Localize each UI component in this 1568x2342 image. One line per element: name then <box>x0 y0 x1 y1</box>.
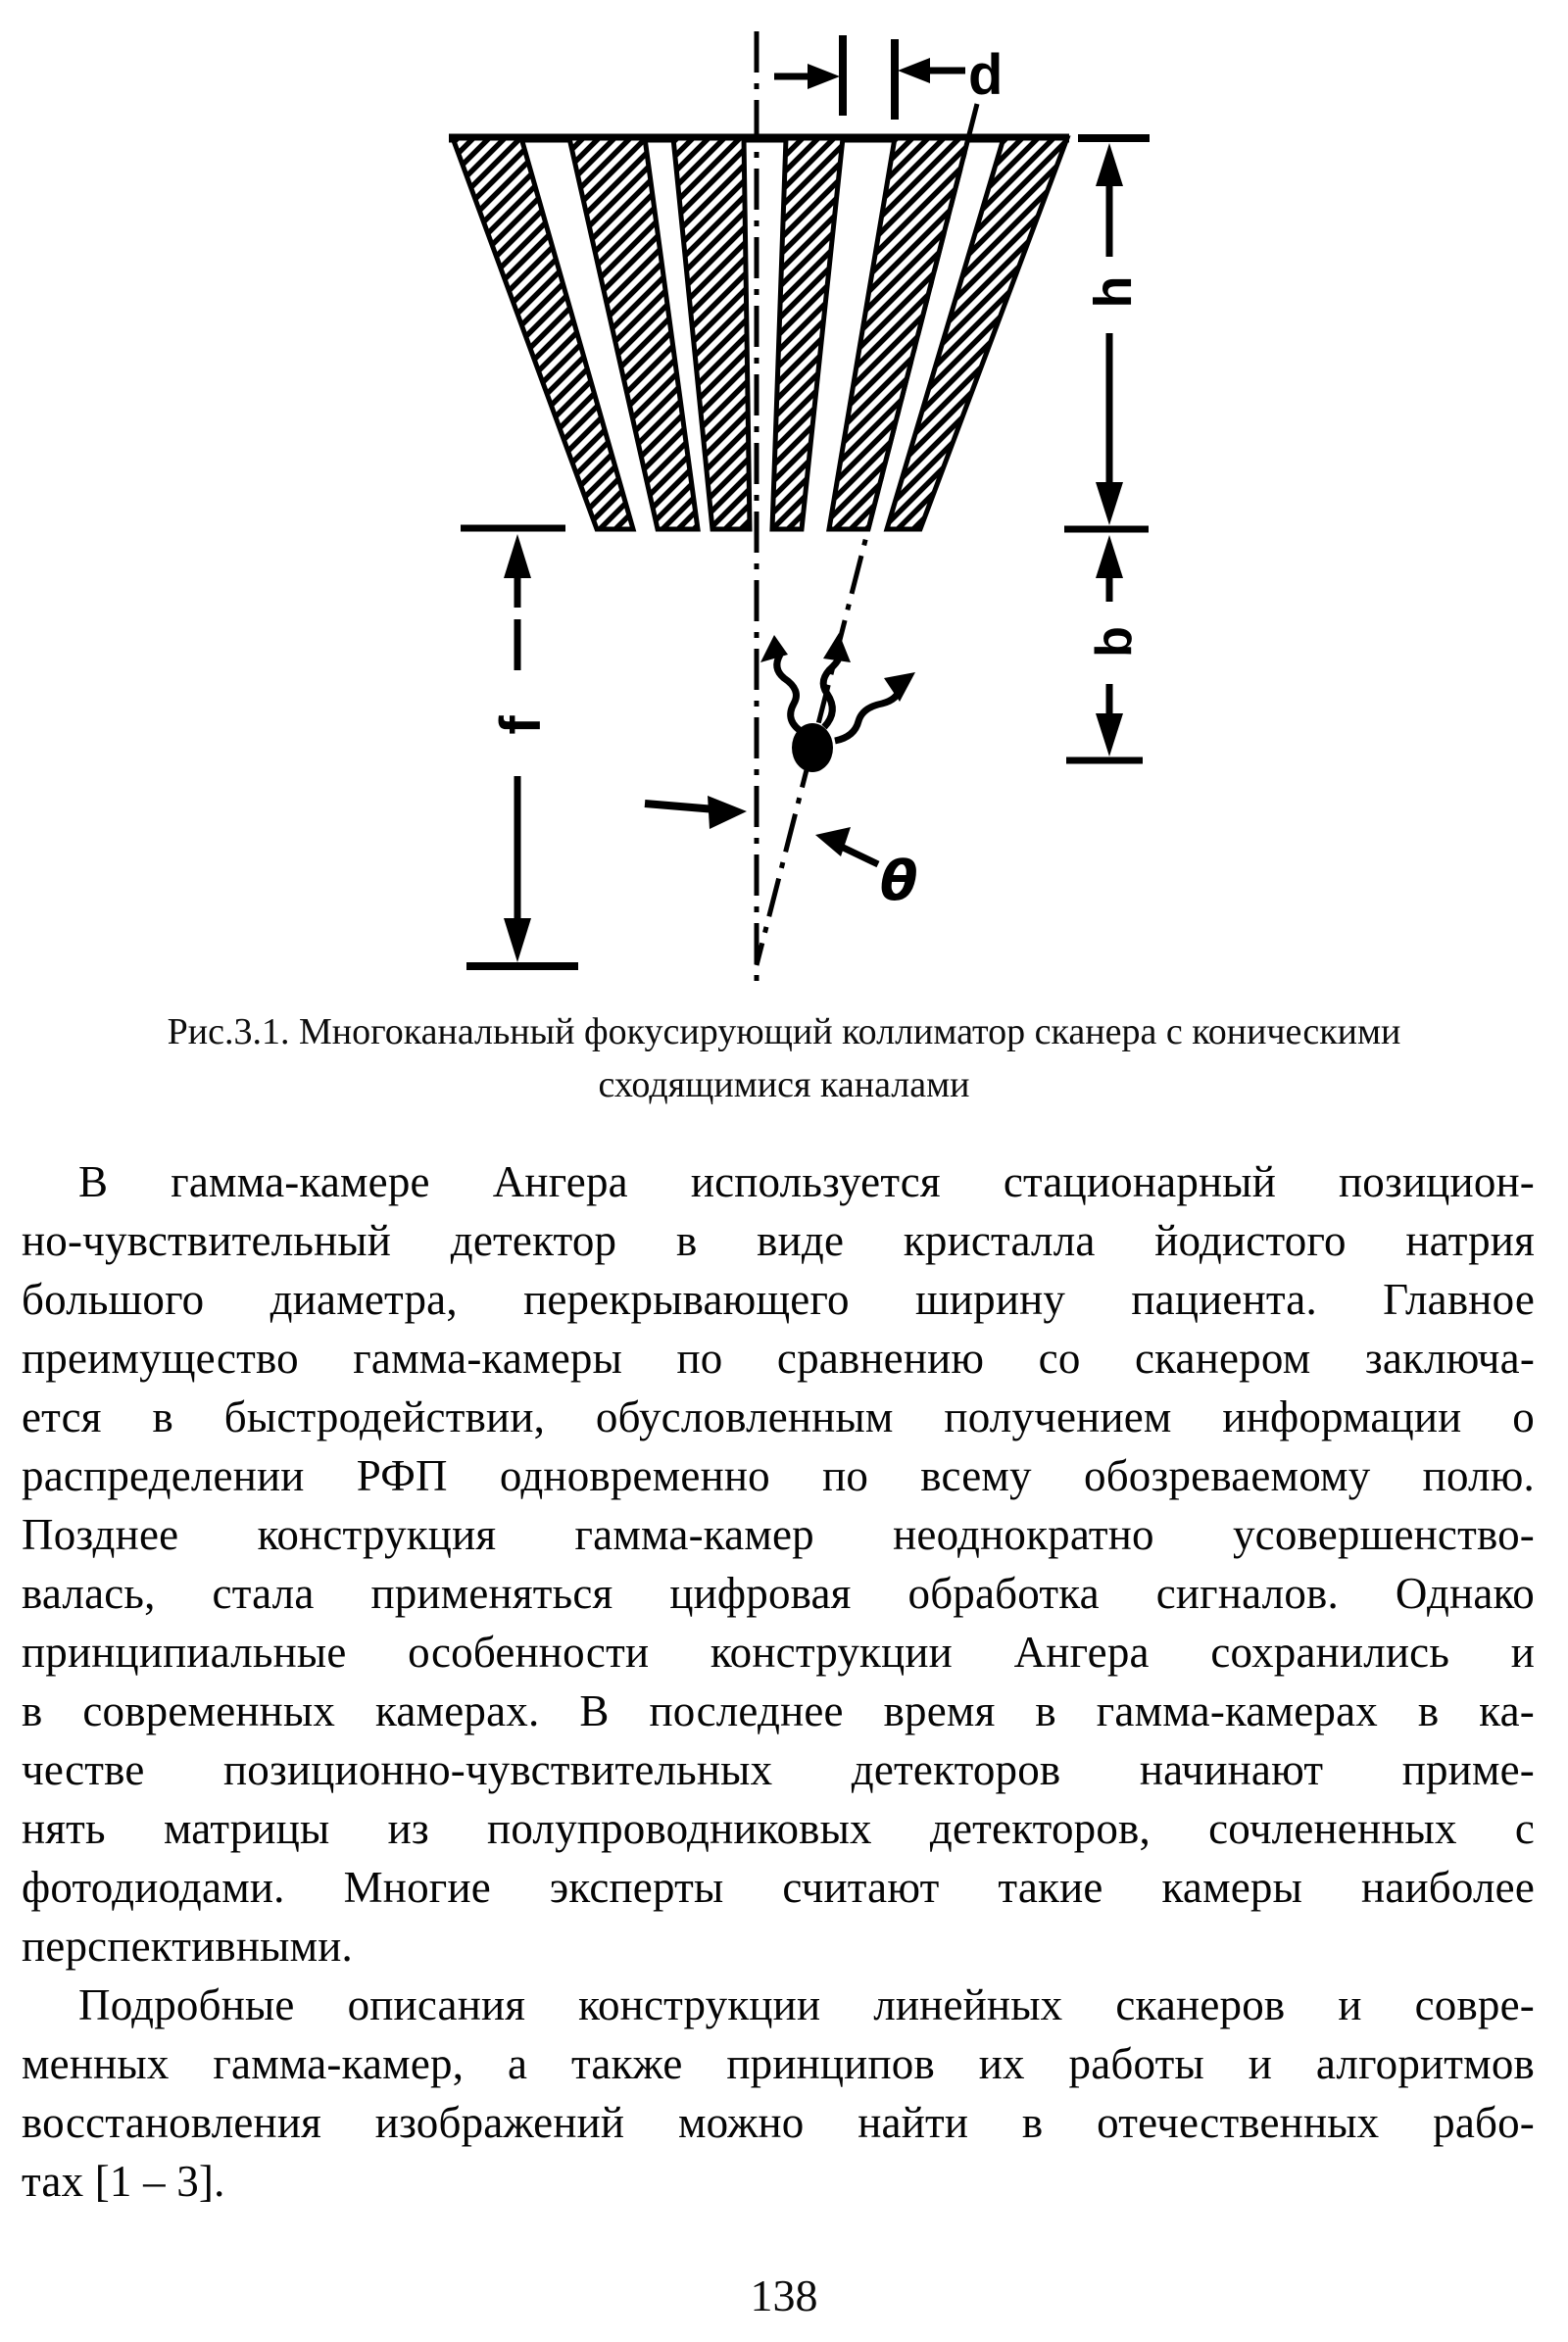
text-line: честве позиционно-чувствительных детекторов начинают приме- <box>22 1745 1535 1794</box>
text-line: преимущество гамма-камеры по сравнению со сканером заключа- <box>22 1334 1535 1383</box>
text-line: фотодиодами. Многие эксперты считают такие камеры наиболее <box>22 1863 1535 1912</box>
f-arrow-bottom <box>504 918 531 962</box>
text-line: тах [1 – 3]. <box>22 2157 225 2206</box>
dimension-f-label: f <box>489 715 553 735</box>
dimension-d-label: d <box>968 43 1004 107</box>
text-line: перспективными. <box>22 1922 353 1971</box>
theta-label: θ <box>880 850 918 913</box>
collimator-figure <box>0 0 1568 992</box>
h-arrow-bottom <box>1096 482 1123 525</box>
d-arrow-right-head <box>898 58 930 83</box>
figure-caption <box>0 1005 1568 1111</box>
text-line: ется в быстродействии, обусловленным получением информации о <box>22 1392 1535 1441</box>
text-line: Подробные описания конструкции линейных сканеров и совре- <box>78 1980 1535 2029</box>
text-line: большого диаметра, перекрывающего ширину пациента. Главное <box>22 1275 1535 1324</box>
text-line: нять матрицы из полупроводниковых детекторов, сочлененных с <box>22 1804 1535 1853</box>
focus-pointer-head <box>708 796 747 829</box>
text-line: В гамма-камере Ангера используется стационарный позицион- <box>78 1157 1535 1206</box>
text-line: распределении РФП одновременно по всему обозреваемому полю. <box>22 1451 1535 1500</box>
text-line: принципиальные особенности конструкции Ангера сохранились и <box>22 1628 1535 1677</box>
text-line: но-чувствительный детектор в виде кристалла йодистого натрия <box>22 1216 1535 1265</box>
text-line: в современных камерах. В последнее время в гамма-камерах в ка- <box>22 1686 1535 1735</box>
text-line: восстановления изображений можно найти в отечественных рабо- <box>22 2098 1535 2147</box>
scatter-ray-head <box>760 635 788 662</box>
body-text <box>22 1152 1535 2211</box>
scatter-ray <box>777 655 804 733</box>
b-arrow-bottom <box>1096 713 1123 756</box>
figure-caption-line2: сходящимися каналами <box>598 1064 970 1105</box>
collimator-slat <box>772 138 843 529</box>
text-line: менных гамма-камер, а также принципов их работы и алгоритмов <box>22 2039 1535 2088</box>
d-arrow-left-head <box>808 64 840 89</box>
text-line: валась, стала применяться цифровая обработка сигналов. Однако <box>22 1569 1535 1618</box>
dimension-h-label: h <box>1084 275 1143 309</box>
scatter-ray-head <box>884 672 915 702</box>
collimator-diagram <box>0 0 1568 992</box>
scatter-ray-head <box>823 633 851 662</box>
dimension-b-label: b <box>1086 626 1143 658</box>
page-number: 138 <box>750 2270 818 2320</box>
scatter-ray <box>835 688 900 741</box>
figure-caption-line1: Рис.3.1. Многоканальный фокусирующий коллиматор сканера с коническими <box>167 1011 1401 1052</box>
text-line: Позднее конструкция гамма-камер неоднократно усовершенство- <box>22 1510 1535 1559</box>
